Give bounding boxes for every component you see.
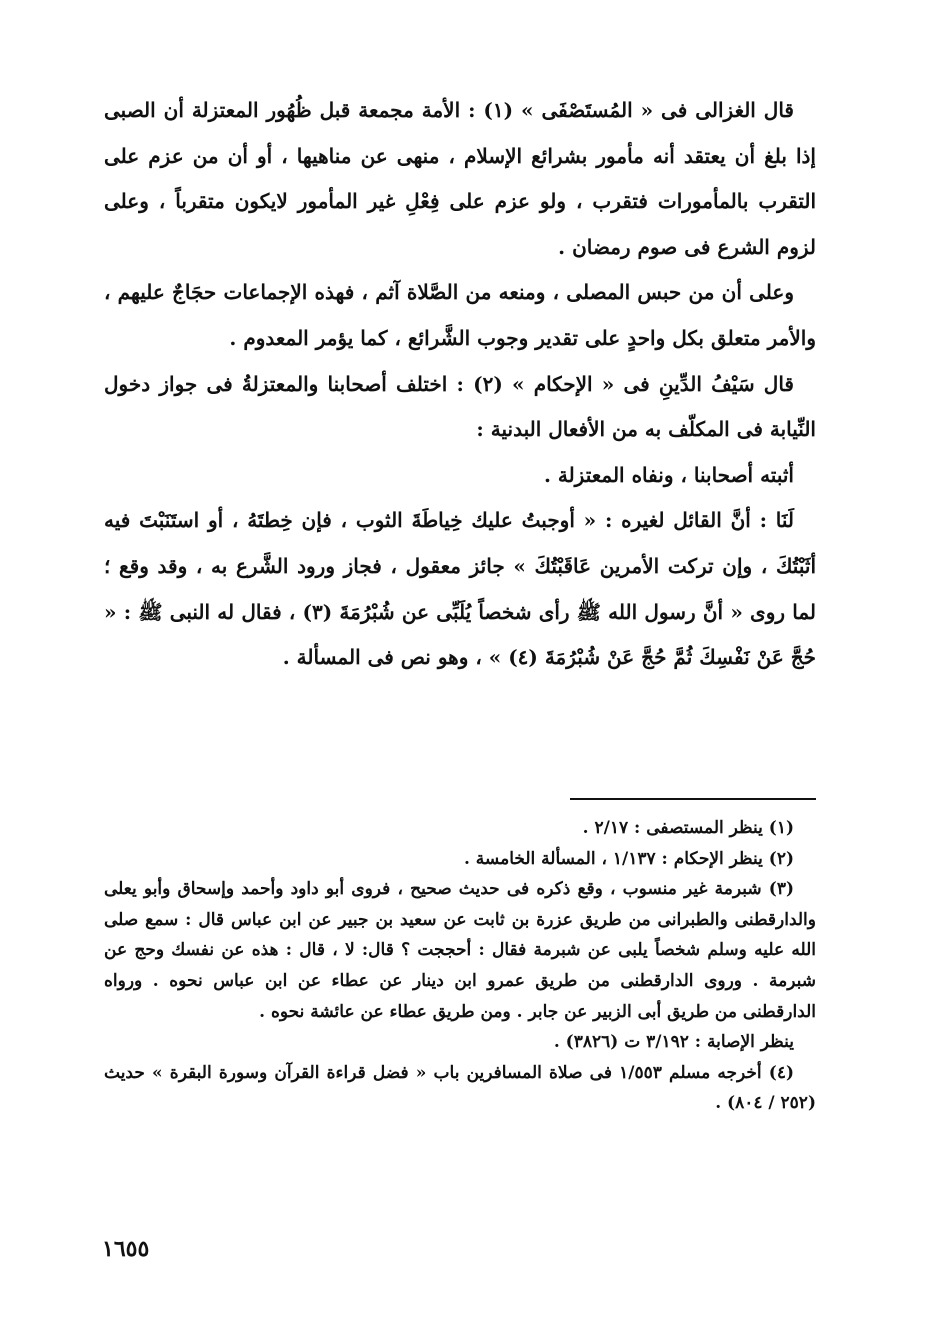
footnote-1: (١) ينظر المستصفى : ٢/١٧ . bbox=[582, 818, 794, 838]
footnote-3: (٣) شبرمة غير منسوب ، وقع ذكره فى حديث صحيح ، فروى أبو داود وأحمد وإسحاق وأبو يعلى والدارقطنى والطبرانى من طريق عزرة بن ثابت عن سعيد بن جبير عن ابن عباس قال : سمع صلى الله عليه وسلم شخصاً يلبى عن شبرمة فقال : أحججت ؟ قال: لا ، قال : هذه عن نفسك وحج عن شبرمة . وروى الدارقطنى من طريق عمرو ابن دينار عن عطاء عن ابن عباس نحوه . ورواه الدارقطنى من طريق أبى الزبير عن جابر . ومن طريق عطاء عن عائشة نحوه . bbox=[104, 879, 816, 1022]
paragraph-affirmation: أثبته أصحابنا ، ونفاه المعتزلة . bbox=[543, 462, 794, 487]
footnote-2: (٢) ينظر الإحكام : ١/١٣٧ ، المسألة الخامسة . bbox=[463, 848, 794, 869]
footnote-separator bbox=[570, 798, 816, 800]
footnote-3-reference: ينظر الإصابة : ٣/١٩٢ ت (٣٨٢٦) . bbox=[553, 1032, 794, 1053]
paragraph-ghazali-quote: قال الغزالى فى « المُستَصْفَى » (١) : الأمة مجمعة قبل ظُهُور المعتزلة أن الصبى إذا بلغ أن يعتقد أنه مأمور بشرائع الإسلام ، منهى عن مناهيها ، أو أن من عزم على التقرب بالمأمورات فتقرب ، ولو عزم على فِعْلِ غير المأمور لايكون متقرباً ، وعلى لزوم الشرع فى صوم رمضان . bbox=[104, 98, 816, 259]
paragraph-argument: لَنَا : أنَّ القائل لغيره : « أوجبتُ عليك خِياطَةَ الثوب ، فإن خِطتَهُ ، أو استَنَبْتَ فيه أثَبْتُكَ ، وإن تركت الأمرين عَاقَبْتُكَ » جائز معقول ، فجاز ورود الشَّرع به ، وقد وقع ؛ لما روى « أنَّ رسول الله ﷺ رأى شخصاً يُلَبِّى عن شُبْرُمَةَ (٣) ، فقال له النبى ﷺ : « حُجَّ عَنْ نَفْسِكَ ثُمَّ حُجَّ عَنْ شُبْرُمَةَ (٤) » ، وهو نص فى المسألة . bbox=[104, 508, 816, 670]
footnote-4: (٤) أخرجه مسلم ١/٥٥٣ فى صلاة المسافرين باب « فضل قراءة القرآن وسورة البقرة » حديث (٢٥٢ / ٨٠٤) . bbox=[104, 1062, 816, 1114]
page-number: ١٦٥٥ bbox=[102, 1236, 150, 1262]
paragraph-sayf-al-din-quote: قال سَيْفُ الدِّينِ فى « الإحكام » (٢) : اختلف أصحابنا والمعتزلةُ فى جواز دخول النِّيابة فى المكلّف به من الأفعال البدنية : bbox=[104, 371, 816, 442]
main-text-body bbox=[104, 88, 816, 681]
footnotes bbox=[104, 813, 816, 1119]
paragraph-prayer-prevention: وعلى أن من حبس المصلى ، ومنعه من الصَّلاة آثم ، فهذه الإجماعات حجَاجٌ عليهم ، والأمر متعلق بكل واحدٍ على تقدير وجوب الشَّرائع ، كما يؤمر المعدوم . bbox=[104, 280, 816, 350]
